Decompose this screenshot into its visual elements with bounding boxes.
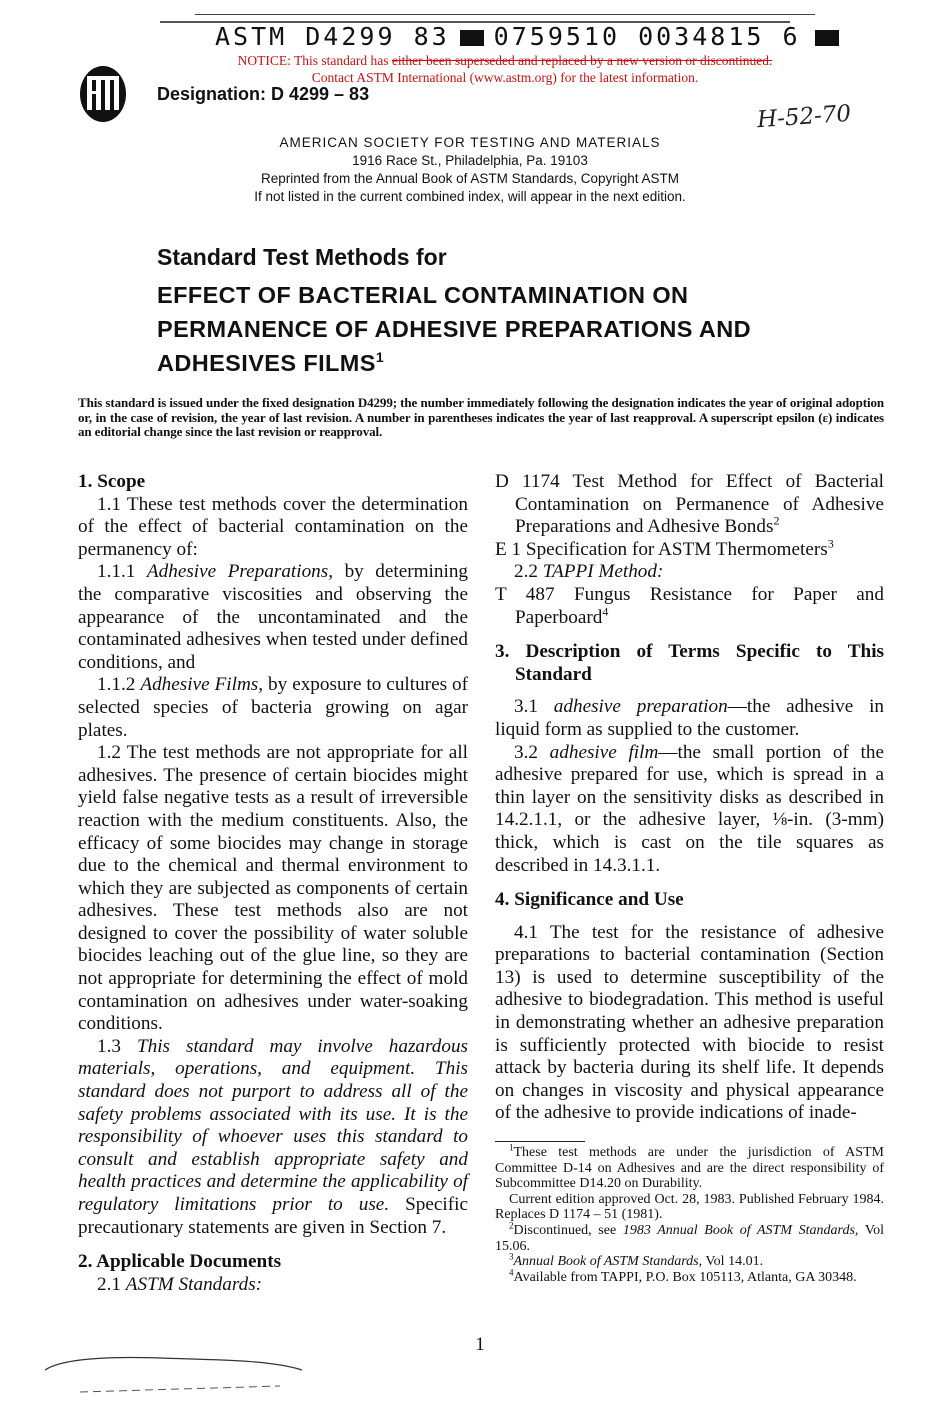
designation: Designation: D 4299 – 83 [157,84,370,104]
microfilm-serial: 0759510 0034815 6 [493,22,801,51]
footnotes [495,1142,885,1285]
clause-number: 2.1 [97,1273,126,1295]
title-line: PERMANENCE OF ADHESIVE PREPARATIONS AND [157,316,752,342]
reference-t487 [495,584,884,629]
notice-contact[interactable]: Contact ASTM International (www.astm.org) for the latest information. [311,70,699,85]
clause-term: TAPPI Method: [542,561,664,583]
clause-term: adhesive preparation [553,696,728,718]
footnote-mark: 3 [509,1251,514,1262]
header-rule [195,14,815,15]
left-column [78,471,468,1296]
footnote-mark: 2 [773,513,780,528]
paragraph-1-1-2 [78,674,468,742]
issuance-note: This standard is issued under the fixed designation D4299; the number immediately following the designation indicates the year of original adoption or, in the case of revision, the year of last revision. A number in parentheses indicates the year of last reapproval. A superscript epsilon (ε) indicates an editorial change since the last revision or reapproval. [78,395,884,439]
notice-text-b: either been superseded and replaced by a new version or discontinued. [391,53,773,68]
paragraph-1-1: 1.1 These test methods cover the determination of the effect of bacterial contamination on the permanency of: [78,493,468,560]
footnote-mark: 4 [602,604,609,619]
footnote-text: Available from TAPPI, P.O. Box 105113, Atlanta, GA 30348. [513,1269,857,1285]
paragraph-2-1 [78,1274,468,1297]
paragraph-1-3 [78,1036,468,1239]
clause-number: 3.1 [514,696,554,718]
handwritten-note: H-52-70 [756,100,852,134]
title-main [157,278,877,380]
microfilm-code: ASTM D4299 83 [215,22,450,51]
paragraph-4-1: 4.1 The test for the resistance of adhesive preparations to bacterial contamination (Section 13) is used to determine susceptibility of the adhesive to biodegradation. This method is useful in demonstrating whether an adhesive preparation is sufficiently protected with biocide to resist attack by bacteria during its shelf life. It depends on changes in viscosity and physical appearance of the adhesive to provide indications of inade- [495,921,884,1124]
footnote-4 [495,1267,884,1286]
footnote-mark: 4 [509,1267,514,1278]
index-line: If not listed in the current combined index, will appear in the next edition. [254,189,686,204]
footnote-2 [495,1220,885,1254]
paragraph-3-1 [495,696,884,741]
clause-number: 1.1.2 [97,674,141,696]
footnote-text: Vol 14.01. [702,1254,764,1270]
clause-number: 2.2 [514,561,543,583]
footnote-text: Discontinued, see [513,1222,623,1238]
footnote-1-approval: Current edition approved Oct. 28, 1983. Published February 1984. Replaces D 1174 – 51 (1981). [495,1191,884,1223]
clause-text: —the adhesive in liquid form as supplied to the customer. [495,696,885,740]
title-pre: Standard Test Methods for [157,244,447,270]
footnote-text: These test methods are under the jurisdiction of ASTM Committee D-14 on Adhesives and are the direct responsibility of Subcommittee D14.20 on Durability. [495,1145,884,1192]
notice-text-a: NOTICE: This standard has [237,53,392,68]
footnote-mark: 2 [509,1220,514,1231]
section-heading-terms: 3. Description of Terms Specific to This Standard [495,641,884,685]
title-line: EFFECT OF BACTERIAL CONTAMINATION ON [157,282,689,308]
supersession-notice [200,52,810,86]
clause-text: by exposure to cultures of selected species of bacteria growing on agar plates. [78,674,468,741]
microfilm-header [215,22,849,51]
footnote-3 [495,1251,884,1270]
footnote-1 [495,1142,884,1192]
footnote-title: 1983 Annual Book of ASTM Standards, [622,1222,859,1238]
reference-e1 [495,536,884,562]
astm-logo-icon [78,64,128,124]
clause-term: Adhesive Preparations, [146,561,334,583]
clause-text: by determining the comparative viscosities and observing the appearance of the uncontaminated and the contaminated adhesives when tested under defined conditions, and [78,561,469,673]
redaction-block [460,30,484,46]
page-number: 1 [475,1334,485,1355]
clause-text: —the small portion of the adhesive prepared for use, which is spread in a thin layer on the sensitivity disks as described in 14.2.1.1, or the adhesive layer, ⅛-in. (3-mm) thick, which is cast on the tile squares as described in 14.3.1.1. [495,741,884,876]
clause-term: ASTM Standards: [125,1273,263,1295]
title-block [157,242,877,380]
footnote-text: Vol 15.06. [495,1222,885,1254]
society-name: AMERICAN SOCIETY FOR TESTING AND MATERIALS [279,135,661,150]
section-heading-significance: 4. Significance and Use [495,889,684,911]
footnote-mark: 3 [827,536,834,551]
title-line: ADHESIVES FILMS [157,350,376,376]
footnote-mark: 1 [509,1142,514,1153]
reference-d1174 [495,471,884,539]
footnote-title: Annual Book of ASTM Standards, [513,1254,703,1270]
clause-term: adhesive film [549,741,659,763]
paragraph-2-2 [495,561,884,584]
reference-text: E 1 Specification for ASTM Thermometers [495,538,828,560]
right-column [495,471,884,1125]
reference-text: T 487 Fungus Resistance for Paper and Paperboard [495,583,884,628]
reprint-line: Reprinted from the Annual Book of ASTM Standards, Copyright ASTM [261,171,679,186]
paragraph-1-2: 1.2 The test methods are not appropriate for all adhesives. The presence of certain biocides might yield false negative tests as a result of irreversible reaction with the medium constituents. Also, the efficacy of some biocides may change in storage due to the chemical and thermal environment to which they are subjected as components of certain adhesives. These test methods also are not designed to cover the possibility of water soluble biocides leaching out of the glue line, so they are not appropriate for determining the effect of mold contamination on adhesives under water-soaking conditions. [78,742,468,1035]
society-address: 1916 Race St., Philadelphia, Pa. 19103 [352,153,588,168]
clause-number: 1.1.1 [97,561,147,583]
society-block [150,134,790,206]
pen-scribble-icon [40,1352,320,1402]
safety-caveat: This standard may involve hazardous materials, operations, and equipment. This standard does not purport to address all of the safety problems associated with its use. It is the responsibility of whoever uses this standard to consult and establish appropriate safety and health practices and determine the applicability of regulatory limitations prior to use. [78,1035,469,1215]
paragraph-3-2 [495,742,884,878]
redaction-block [815,30,839,46]
paragraph-1-1-1 [78,561,468,674]
footnote-mark: 1 [375,349,385,366]
section-heading-scope: 1. Scope [78,471,146,492]
clause-number: 3.2 [514,741,550,763]
section-heading-documents: 2. Applicable Documents [78,1251,282,1273]
clause-term: Adhesive Films, [140,674,264,696]
clause-text: Specific precautionary statements are given in Section 7. [78,1194,468,1238]
reference-text: D 1174 Test Method for Effect of Bacterial Contamination on Permanence of Adhesive Preparations and Adhesive Bonds [495,471,884,538]
clause-number: 1.3 [97,1035,137,1057]
